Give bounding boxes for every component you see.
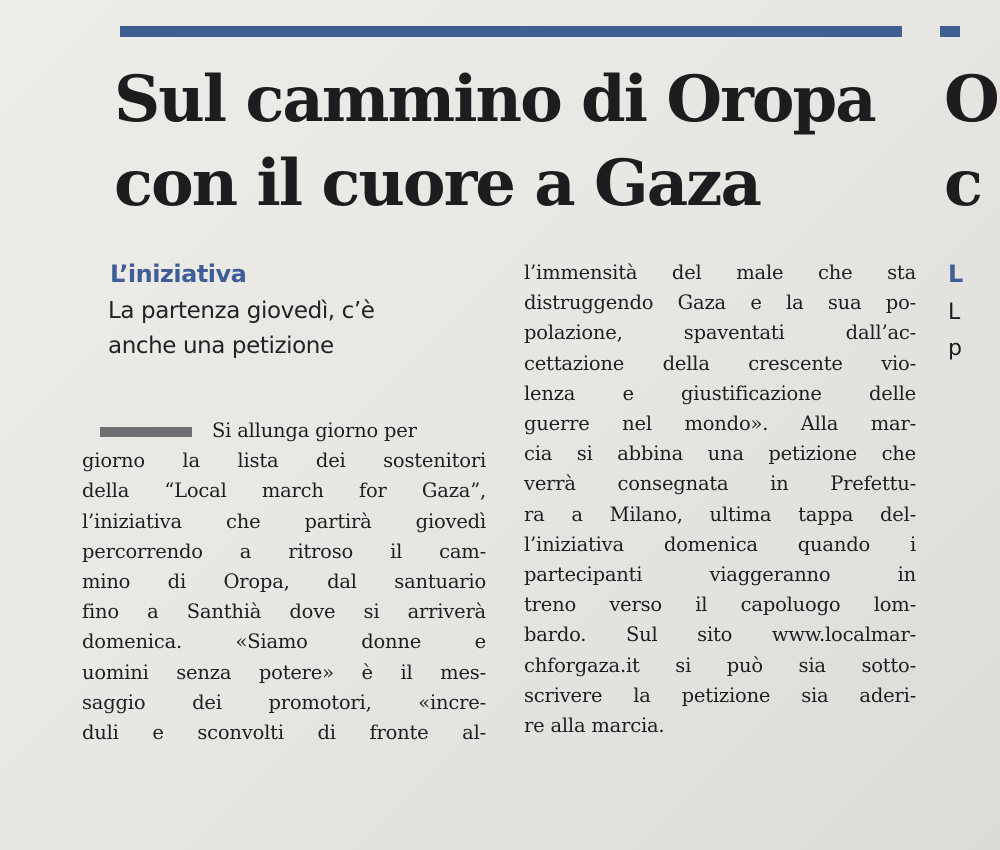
body-line (82, 416, 486, 446)
article-headline (114, 58, 914, 226)
body-line: polazione, spaventati dall’ac- (524, 321, 916, 345)
top-rule (120, 26, 902, 37)
body-line: l’iniziativa domenica quando i (524, 532, 916, 556)
body-line: lenza e giustificazione delle (524, 381, 916, 405)
body-line: guerre nel mondo». Alla mar- (524, 412, 916, 436)
body-line: partecipanti viaggeranno in (524, 563, 916, 587)
top-rule-next-column (940, 26, 960, 37)
body-line: mino di Oropa, dal santuario (82, 570, 486, 594)
deck-line-2: anche una petizione (108, 333, 334, 359)
body-line: distruggendo Gaza e la sua po- (524, 291, 916, 315)
body-line: treno verso il capoluogo lom- (524, 593, 916, 617)
next-article-deck-fragment: p (948, 336, 962, 361)
body-line: fino a Santhià dove si arriverà (82, 600, 486, 624)
body-line: ra a Milano, ultima tappa del- (524, 502, 916, 526)
body-line: duli e sconvolti di fronte al- (82, 721, 486, 745)
next-article-kicker-fragment: L (948, 260, 964, 288)
lead-in-bar (100, 427, 192, 437)
body-line-text: Si allunga giorno per (212, 419, 417, 442)
deck-line-1: La partenza giovedì, c’è (108, 298, 375, 324)
headline-line-2: con il cuore a Gaza (114, 146, 760, 221)
body-line: della “Local march for Gaza”, (82, 479, 486, 503)
body-line: cettazione della crescente vio- (524, 351, 916, 375)
body-line: percorrendo a ritroso il cam- (82, 539, 486, 563)
body-line: chforgaza.it si può sia sotto- (524, 653, 916, 677)
next-article-headline-fragment: c (944, 146, 983, 221)
body-line: domenica. «Siamo donne e (82, 630, 486, 654)
article-kicker: L’iniziativa (110, 260, 247, 288)
body-line: uomini senza potere» è il mes- (82, 660, 486, 684)
body-line: scrivere la petizione sia aderi- (524, 683, 916, 707)
next-article-headline-fragment: O (944, 62, 1000, 137)
body-line: saggio dei promotori, «incre- (82, 690, 486, 714)
body-column-left (82, 416, 486, 748)
body-line: bardo. Sul sito www.localmar- (524, 623, 916, 647)
body-line: re alla marcia. (524, 714, 665, 738)
body-line: giorno la lista dei sostenitori (82, 449, 486, 473)
article-deck (108, 294, 488, 364)
body-line: l’immensità del male che sta (524, 261, 916, 284)
body-column-right (524, 258, 916, 741)
next-article-deck-fragment: L (948, 300, 961, 325)
body-line: verrà consegnata in Prefettu- (524, 472, 916, 496)
body-line: cia si abbina una petizione che (524, 442, 916, 466)
headline-line-1: Sul cammino di Oropa (114, 62, 875, 137)
body-line: l’iniziativa che partirà giovedì (82, 509, 486, 533)
